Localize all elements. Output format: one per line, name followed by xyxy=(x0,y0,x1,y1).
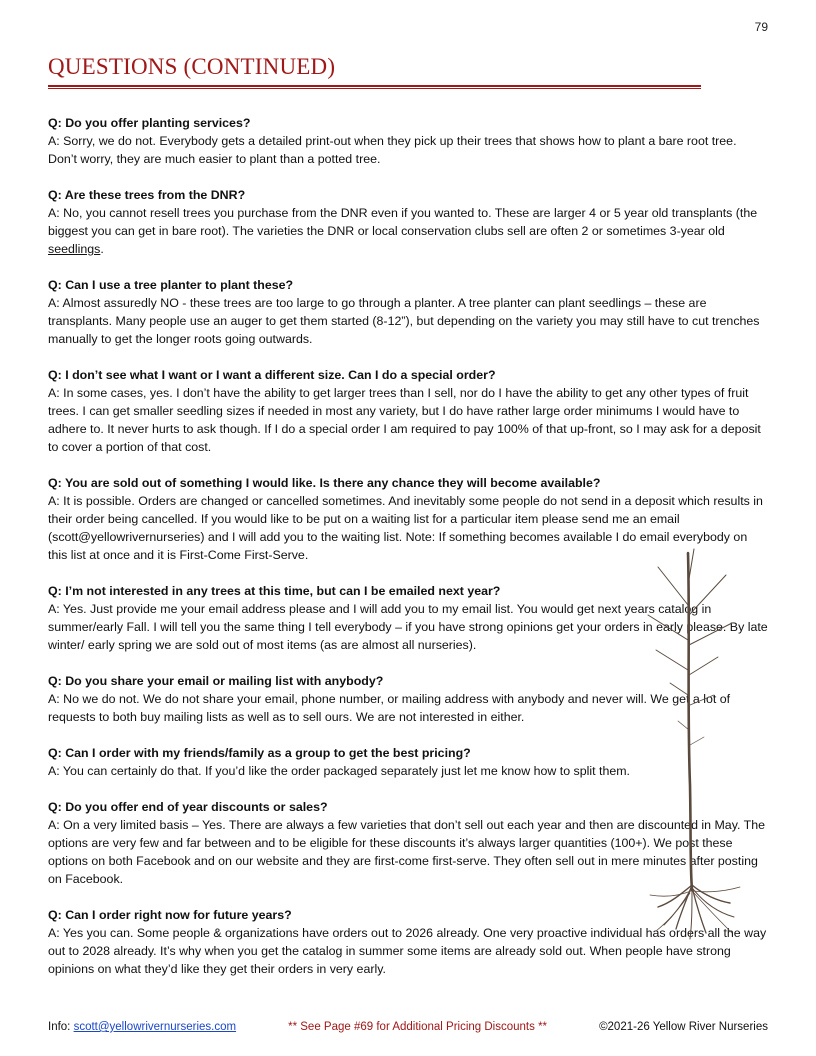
answer-text: A: No, you cannot resell trees you purchase from the DNR even if you wanted to. These are larger 4 or 5 year old transplants (the biggest you can get in bare root). The varieties the DNR or local conservation clubs sell are often 2 or sometimes 3-year old xyxy=(48,206,758,238)
footer-info-label: Info: xyxy=(48,1021,74,1033)
question: Q: Do you offer planting services? xyxy=(48,116,251,130)
answer: A: Almost assuredly NO - these trees are too large to go through a planter. A tree planter can plant seedlings – these are transplants. Many people use an auger to get them started (8-12”), but depending on the variety you may still have to cut trenches manually to get the longer roots going outwards. xyxy=(48,296,760,346)
question: Q: Are these trees from the DNR? xyxy=(48,188,246,202)
title-rule xyxy=(48,85,701,89)
qa-item xyxy=(48,186,768,258)
question: Q: I don’t see what I want or I want a different size. Can I do a special order? xyxy=(48,368,496,382)
qa-item xyxy=(48,114,768,168)
page-number: 79 xyxy=(754,20,768,34)
answer: A: You can certainly do that. If you’d like the order packaged separately just let me know how to split them. xyxy=(48,764,630,778)
answer: A: Yes. Just provide me your email address please and I will add you to my email list. You would get next years catalog in summer/early Fall. I will tell you the same thing I tell everybody – if you have strong opinions get your orders in early please. By late winter/ early spring we are sold out of most items (as are almost all nurseries). xyxy=(48,602,768,652)
footer-copyright: ©2021-26 Yellow River Nurseries xyxy=(599,1021,768,1033)
question: Q: You are sold out of something I would like. Is there any chance they will become available? xyxy=(48,476,601,490)
qa-list xyxy=(48,114,768,996)
underlined-term: seedlings xyxy=(48,242,101,256)
qa-item xyxy=(48,672,768,726)
qa-item xyxy=(48,744,768,780)
answer: A: It is possible. Orders are changed or cancelled sometimes. And inevitably some people do not send in a deposit which results in their order being cancelled. If you would like to be put on a waiting list for a particular item please send me an email (scott@yellowrivernurseries) and I will add you to the waiting list. Note: If something becomes available I do email everybody on this list at once and it is First-Come First-Serve. xyxy=(48,494,763,562)
answer xyxy=(48,204,768,258)
question: Q: Do you share your email or mailing list with anybody? xyxy=(48,674,384,688)
question: Q: Can I use a tree planter to plant these? xyxy=(48,278,294,292)
qa-item xyxy=(48,474,768,564)
footer-email-link[interactable]: scott@yellowrivernurseries.com xyxy=(73,1021,237,1033)
question: Q: Do you offer end of year discounts or sales? xyxy=(48,800,328,814)
page-title: QUESTIONS (CONTINUED) xyxy=(48,54,336,79)
answer-text-end: . xyxy=(100,242,104,256)
answer: A: No we do not. We do not share your email, phone number, or mailing address with anybody and never will. We get a lot of requests to both buy mailing lists as well as to sell ours. We are not interested in either. xyxy=(48,692,731,724)
qa-item xyxy=(48,798,768,888)
question: Q: I’m not interested in any trees at this time, but can I be emailed next year? xyxy=(48,584,501,598)
qa-item xyxy=(48,582,768,654)
answer: A: Yes you can. Some people & organizations have orders out to 2026 already. One very proactive individual has orders all the way out to 2028 already. It’s why when you get the catalog in summer some items are already sold out. When people have strong opinions on what they’d like they get their orders in very early. xyxy=(48,926,767,976)
answer: A: Sorry, we do not. Everybody gets a detailed print-out when they pick up their trees that shows how to plant a bare root tree. Don’t worry, they are much easier to plant than a potted tree. xyxy=(48,134,737,166)
question: Q: Can I order right now for future years? xyxy=(48,908,292,922)
qa-item xyxy=(48,276,768,348)
footer-discount-note: ** See Page #69 for Additional Pricing Discounts ** xyxy=(288,1021,548,1033)
qa-item xyxy=(48,906,768,978)
qa-item xyxy=(48,366,768,456)
answer: A: On a very limited basis – Yes. There are always a few varieties that don’t sell out each year and then are discounted in May. The options are very few and far between and to be eligible for these discounts it’s always larger quantities (100+). We post these options on both Facebook and on our website and they are first-come first-serve. They often sell out in mere minutes after posting on Facebook. xyxy=(48,818,765,886)
question: Q: Can I order with my friends/family as a group to get the best pricing? xyxy=(48,746,471,760)
answer: A: In some cases, yes. I don’t have the ability to get larger trees than I sell, nor do I have the ability to get any other types of fruit trees. I can get smaller seedling sizes if needed in most any variety, but I do have rather large order minimums I would have to adhere to. It never hurts to ask though. If I do a special order I am required to pay 100% of that up-front, so I may ask for a deposit to cover a portion of that cost. xyxy=(48,386,761,454)
page-footer xyxy=(48,1021,768,1033)
footer-info xyxy=(48,1021,236,1033)
